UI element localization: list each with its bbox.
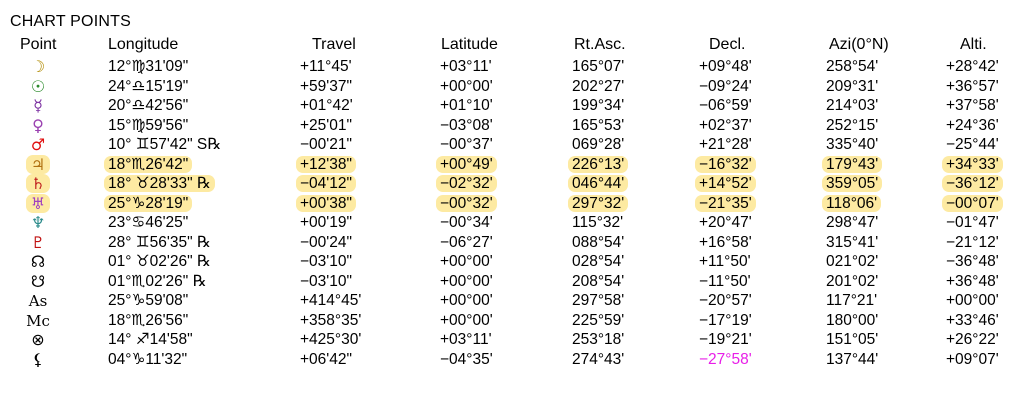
rtasc-value: 028°54' bbox=[572, 253, 625, 270]
decl-value: −09°24' bbox=[699, 77, 752, 95]
azi-value: 209°31' bbox=[826, 77, 879, 95]
alti-value: −36°12' bbox=[946, 174, 1016, 194]
alti-value: +28°42' bbox=[946, 58, 999, 75]
latitude-value: +03°11' bbox=[440, 58, 492, 75]
azi-value: 180°00' bbox=[826, 311, 879, 329]
alti-value: +37°58' bbox=[946, 97, 999, 114]
alti-value: +00°00' bbox=[946, 292, 999, 309]
table-row bbox=[0, 116, 1024, 136]
decl-value: +09°48' bbox=[699, 58, 752, 75]
page-title: CHART POINTS bbox=[10, 13, 131, 30]
longitude-value: 23°♋46'25" bbox=[108, 214, 189, 231]
sun-icon: ☉ bbox=[30, 76, 46, 96]
rtasc-value: 225°59' bbox=[572, 311, 625, 329]
latitude-value: +00°00' bbox=[440, 292, 493, 309]
rtasc-value: 115°32' bbox=[572, 214, 624, 231]
azi-value: 201°02' bbox=[826, 272, 879, 290]
latitude-value: +00°49' bbox=[440, 155, 510, 175]
travel-value: +425°30' bbox=[300, 331, 362, 348]
decl-value: −11°50' bbox=[699, 272, 751, 290]
header-alti: Alti. bbox=[960, 36, 987, 53]
venus-icon: ♀ bbox=[32, 115, 44, 135]
rtasc-value: 069°28' bbox=[572, 136, 625, 153]
longitude-value: 12°♍31'09" bbox=[108, 58, 189, 75]
latitude-value: +01°10' bbox=[440, 97, 493, 114]
latitude-value: −04°35' bbox=[440, 350, 493, 368]
alti-value: +33°46' bbox=[946, 311, 999, 329]
azi-value: 118°06' bbox=[826, 194, 896, 214]
alti-value: +36°57' bbox=[946, 77, 999, 95]
travel-value: −00'24" bbox=[300, 233, 352, 251]
longitude-value: 14° ♐14'58" bbox=[108, 331, 193, 348]
neptune-icon: ♆ bbox=[30, 213, 46, 232]
header-decl: Decl. bbox=[709, 36, 746, 53]
table-row bbox=[0, 174, 1024, 194]
travel-value: +59'37" bbox=[300, 77, 352, 95]
decl-value: +11°50' bbox=[699, 253, 751, 270]
travel-value: +00'38" bbox=[300, 194, 382, 214]
latitude-value: +00°00' bbox=[440, 311, 493, 329]
longitude-value: 18°♏26'56" bbox=[108, 311, 189, 329]
azi-value: 179°43' bbox=[826, 155, 896, 175]
decl-value: −16°32' bbox=[699, 155, 769, 175]
travel-value: +06'42" bbox=[300, 350, 352, 368]
longitude-value: 15°♍59'56" bbox=[108, 116, 189, 134]
jupiter-icon: ♃ bbox=[24, 155, 52, 175]
alti-value: −36°48' bbox=[946, 253, 999, 270]
alti-value: +09°07' bbox=[946, 350, 999, 368]
decl-value: +14°52' bbox=[699, 174, 769, 194]
rtasc-value: 202°27' bbox=[572, 77, 625, 95]
table-row bbox=[0, 272, 1024, 292]
decl-value: −17°19' bbox=[699, 311, 752, 329]
latitude-value: −02°32' bbox=[440, 174, 510, 194]
alti-value: −01°47' bbox=[946, 214, 999, 231]
decl-value: −19°21' bbox=[699, 331, 752, 348]
azi-value: 117°21' bbox=[826, 292, 878, 309]
rtasc-value: 046°44' bbox=[572, 174, 642, 194]
header-point: Point bbox=[20, 36, 57, 53]
moon-icon: ☽ bbox=[30, 57, 46, 76]
decl-value: −06°59' bbox=[699, 97, 752, 114]
alti-value: −25°44' bbox=[946, 136, 999, 153]
rtasc-value: 297°32' bbox=[572, 194, 642, 214]
azi-value: 137°44' bbox=[826, 350, 879, 368]
lilith-icon: ⚸ bbox=[32, 349, 44, 369]
table-row bbox=[0, 57, 1024, 77]
rtasc-value: 297°58' bbox=[572, 292, 625, 309]
latitude-value: −06°27' bbox=[440, 233, 493, 251]
alti-value: +26°22' bbox=[946, 331, 999, 348]
alti-value: +36°48' bbox=[946, 272, 999, 290]
alti-value: −00°07' bbox=[946, 194, 1016, 214]
table-row bbox=[0, 194, 1024, 214]
latitude-value: +00°00' bbox=[440, 272, 493, 290]
table-row bbox=[0, 330, 1024, 350]
header-azi: Azi(0°N) bbox=[829, 36, 889, 53]
header-longitude: Longitude bbox=[108, 36, 179, 53]
longitude-value: 24°♎15'19" bbox=[108, 77, 189, 95]
chart-points-table bbox=[0, 57, 1024, 369]
longitude-value: 25°♑28'19" bbox=[108, 194, 188, 214]
rtasc-value: 199°34' bbox=[572, 97, 625, 114]
decl-value: +16°58' bbox=[699, 233, 752, 251]
azi-value: 021°02' bbox=[826, 253, 879, 270]
alti-value: +24°36' bbox=[946, 116, 999, 134]
midheaven-icon: Mc bbox=[26, 311, 50, 330]
table-row bbox=[0, 96, 1024, 116]
travel-value: −03'10" bbox=[300, 253, 352, 270]
latitude-value: −00°37' bbox=[440, 136, 493, 153]
azi-value: 252°15' bbox=[826, 116, 879, 134]
latitude-value: +00°00' bbox=[440, 77, 493, 95]
longitude-value: 04°♑11'32" bbox=[108, 350, 188, 368]
longitude-value: 01°♏02'26" ℞ bbox=[108, 272, 207, 290]
header-latitude: Latitude bbox=[441, 36, 498, 53]
travel-value: −03'10" bbox=[300, 272, 352, 290]
azi-value: 335°40' bbox=[826, 136, 879, 153]
azi-value: 151°05' bbox=[826, 331, 879, 348]
south-node-icon: ☋ bbox=[30, 271, 46, 291]
travel-value: +358°35' bbox=[300, 311, 362, 329]
alti-value: +34°33' bbox=[946, 155, 1016, 175]
azi-value: 315°41' bbox=[826, 233, 879, 251]
table-row bbox=[0, 135, 1024, 155]
latitude-value: +03°11' bbox=[440, 331, 492, 348]
travel-value: +12'38" bbox=[300, 155, 382, 175]
decl-value: +21°28' bbox=[699, 136, 752, 153]
decl-value: +20°47' bbox=[699, 214, 752, 231]
rtasc-value: 165°07' bbox=[572, 58, 625, 75]
table-row bbox=[0, 350, 1024, 370]
mercury-icon: ☿ bbox=[33, 96, 43, 115]
alti-value: −21°12' bbox=[946, 233, 999, 251]
saturn-icon: ♄ bbox=[24, 174, 52, 194]
rtasc-value: 208°54' bbox=[572, 272, 625, 290]
rtasc-value: 088°54' bbox=[572, 233, 625, 251]
longitude-value: 18° ♉28'33" ℞ bbox=[108, 174, 211, 194]
latitude-value: −00°32' bbox=[440, 194, 510, 214]
uranus-icon: ♅ bbox=[24, 194, 52, 214]
table-header bbox=[0, 36, 1024, 54]
rtasc-value: 253°18' bbox=[572, 331, 625, 348]
north-node-icon: ☊ bbox=[30, 252, 46, 271]
latitude-value: +00°00' bbox=[440, 253, 493, 270]
longitude-value: 18°♏26'42" bbox=[108, 155, 188, 175]
table-row bbox=[0, 213, 1024, 233]
decl-value: −27°58' bbox=[699, 350, 752, 368]
decl-value: +02°37' bbox=[699, 116, 752, 134]
rtasc-value: 274°43' bbox=[572, 350, 625, 368]
table-row bbox=[0, 233, 1024, 253]
header-travel: Travel bbox=[312, 36, 356, 53]
table-row bbox=[0, 291, 1024, 311]
mars-icon: ♂ bbox=[30, 135, 46, 154]
travel-value: +00'19" bbox=[300, 214, 352, 231]
table-row bbox=[0, 77, 1024, 97]
longitude-value: 01° ♉02'26" ℞ bbox=[108, 253, 211, 270]
travel-value: +414°45' bbox=[300, 292, 362, 309]
table-row bbox=[0, 311, 1024, 331]
pluto-icon: ♇ bbox=[30, 232, 46, 252]
latitude-value: −00°34' bbox=[440, 214, 493, 231]
azi-value: 214°03' bbox=[826, 97, 879, 114]
longitude-value: 28° ♊56'35" ℞ bbox=[108, 233, 211, 251]
decl-value: −20°57' bbox=[699, 292, 752, 309]
latitude-value: −03°08' bbox=[440, 116, 493, 134]
azi-value: 359°05' bbox=[826, 174, 896, 194]
ascendant-icon: As bbox=[28, 292, 48, 310]
rtasc-value: 226°13' bbox=[572, 155, 642, 175]
travel-value: +01°42' bbox=[300, 97, 353, 114]
longitude-value: 25°♑59'08" bbox=[108, 292, 189, 309]
travel-value: −04'12" bbox=[300, 174, 382, 194]
longitude-value: 10° ♊57'42" S℞ bbox=[108, 136, 222, 153]
azi-value: 258°54' bbox=[826, 58, 879, 75]
header-rtasc: Rt.Asc. bbox=[574, 36, 626, 53]
longitude-value: 20°♎42'56" bbox=[108, 97, 189, 114]
decl-value: −21°35' bbox=[699, 194, 769, 214]
rtasc-value: 165°53' bbox=[572, 116, 625, 134]
travel-value: +25'01" bbox=[300, 116, 352, 134]
travel-value: +11°45' bbox=[300, 58, 352, 75]
table-row bbox=[0, 155, 1024, 175]
azi-value: 298°47' bbox=[826, 214, 879, 231]
travel-value: −00'21" bbox=[300, 136, 352, 153]
table-row bbox=[0, 252, 1024, 272]
part-of-fortune-icon: ⊗ bbox=[31, 330, 45, 349]
